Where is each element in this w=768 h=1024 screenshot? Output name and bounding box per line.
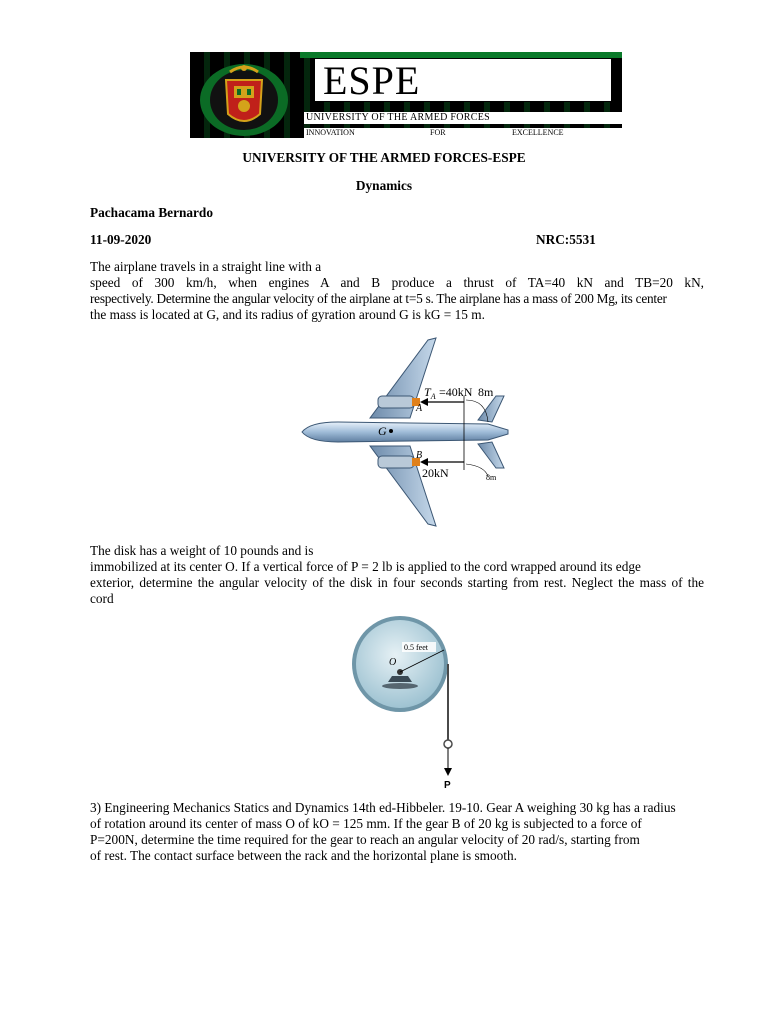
university-seal-logo (196, 58, 292, 138)
text-line: speed of 300 km/h, when engines A and B produce a thrust of TA=40 kN and TB=20 kN, (90, 275, 704, 290)
problem1-text (90, 259, 704, 323)
tail-lower (478, 442, 504, 468)
espe-banner (190, 52, 622, 138)
disk-diagram (348, 614, 460, 794)
dimension-leader (466, 464, 488, 476)
text-line: exterior, determine the angular velocity of the disk in four seconds starting from rest. Neglect the mass of the (90, 575, 704, 590)
nrc-code: NRC:5531 (536, 232, 596, 247)
espe-title: ESPE (323, 58, 421, 103)
problem2-text (90, 543, 704, 607)
banner-university-name: UNIVERSITY OF THE ARMED FORCES (304, 112, 622, 124)
force-arrowhead (444, 768, 452, 776)
text-line: The airplane travels in a straight line with a (90, 259, 322, 274)
text-line: 3) Engineering Mechanics Statics and Dynamics 14th ed-Hibbeler. 19-10. Gear A weighing 30 kg has a radius (90, 800, 676, 815)
text-line: immobilized at its center O. If a vertical force of P = 2 lb is applied to the cord wrapped around its edge (90, 559, 641, 574)
institution-heading: UNIVERSITY OF THE ARMED FORCES-ESPE (242, 150, 526, 165)
text-line: cord (90, 591, 114, 606)
center-of-mass-dot (389, 429, 393, 433)
text-line: The disk has a weight of 10 pounds and is (90, 543, 314, 558)
ta-label: =40kN (439, 385, 473, 399)
tail-upper (478, 396, 504, 422)
support-base (382, 683, 418, 689)
airplane-diagram (298, 336, 518, 528)
text-line: of rest. The contact surface between the rack and the horizontal plane is smooth. (90, 848, 517, 863)
motto-word: FOR (430, 128, 446, 137)
text-line: of rotation around its center of mass O of kO = 125 mm. If the gear B of 20 kg is subjected to a force of (90, 816, 642, 831)
disk (356, 620, 444, 708)
text-line: the mass is located at G, and its radius of gyration around G is kG = 15 m. (90, 307, 485, 322)
g-label: G (378, 424, 387, 438)
espe-title-box (314, 58, 612, 102)
problem3-text (90, 800, 704, 864)
subject-heading: Dynamics (355, 178, 413, 193)
top-distance-label: 8m (478, 385, 494, 399)
b-label: B (416, 450, 423, 461)
text-line: respectively. Determine the angular velocity of the airplane at t=5 s. The airplane has a mass of 200 Mg, its center (90, 291, 667, 306)
motto-word: INNOVATION (306, 128, 355, 137)
banner-motto (304, 128, 622, 138)
fuselage (302, 422, 508, 442)
bottom-distance-label: 8m (486, 473, 497, 482)
tb-label: 20kN (422, 466, 449, 480)
author-name: Pachacama Bernardo (90, 205, 213, 220)
o-label: O (389, 657, 397, 668)
engine-a (378, 396, 414, 408)
motto-word: EXCELLENCE (512, 128, 564, 137)
ta-symbol: $T_A$ (424, 385, 436, 401)
engine-b (378, 456, 414, 468)
p-label: P (444, 780, 451, 791)
cord-ring (444, 740, 452, 748)
radius-label: 0.5 feet (404, 643, 428, 652)
date: 11-09-2020 (90, 232, 152, 247)
a-label: A (416, 403, 423, 414)
support-bracket (388, 676, 412, 682)
text-line: P=200N, determine the time required for the gear to reach an angular velocity of 20 rad/s, starting from (90, 832, 640, 847)
